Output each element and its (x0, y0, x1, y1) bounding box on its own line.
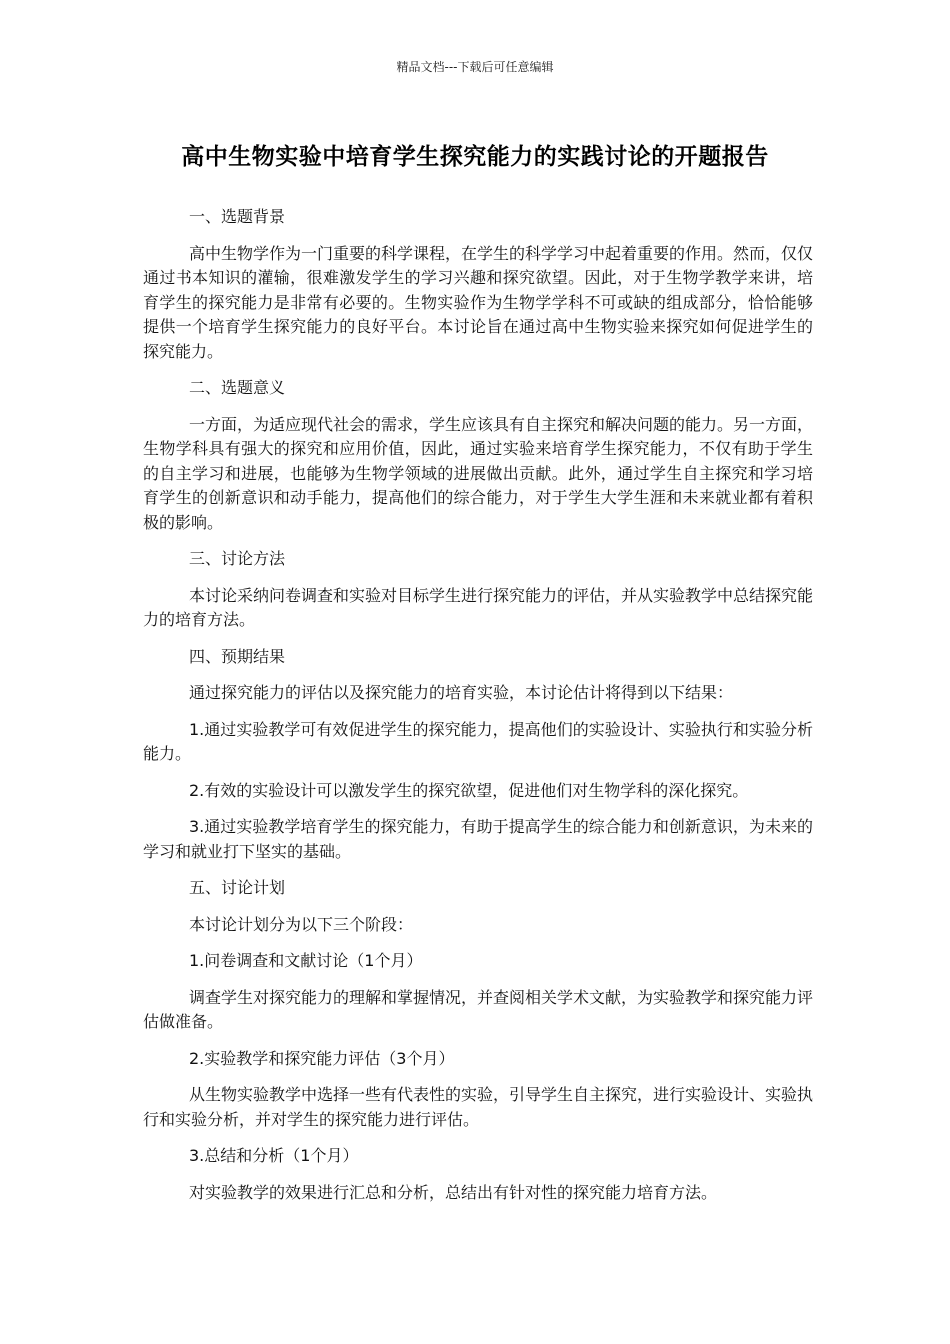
plan-stage-3-desc: 对实验教学的效果进行汇总和分析，总结出有针对性的探究能力培育方法。 (189, 1182, 718, 1202)
section-heading-background: 一、选题背景 (189, 207, 286, 226)
document-title: 高中生物实验中培育学生探究能力的实践讨论的开题报告 (181, 144, 769, 170)
plan-stage-1-desc: 调查学生对探究能力的理解和掌握情况，并查阅相关学术文献，为实验教学和探究能力评估做准备。 (143, 987, 814, 1031)
paragraph-method: 本讨论采纳问卷调查和实验对目标学生进行探究能力的评估，并从实验教学中总结探究能力的培育方法。 (143, 585, 814, 629)
plan-stage-3-title: 3.总结和分析（1个月） (189, 1146, 359, 1165)
paragraph-results-intro: 通过探究能力的评估以及探究能力的培育实验，本讨论估计将得到以下结果： (189, 683, 734, 702)
section-heading-significance: 二、选题意义 (189, 378, 286, 397)
paragraph-plan-intro: 本讨论计划分为以下三个阶段： (189, 914, 414, 934)
result-item-2: 2.有效的实验设计可以激发学生的探究欲望，促进他们对生物学科的深化探究。 (189, 780, 749, 800)
section-heading-method: 三、讨论方法 (189, 549, 286, 568)
plan-stage-2-title: 2.实验教学和探究能力评估（3个月） (189, 1048, 455, 1068)
plan-stage-1-title: 1.问卷调查和文献讨论（1个月） (189, 951, 423, 970)
section-heading-expected-results: 四、预期结果 (189, 646, 286, 666)
paragraph-significance: 一方面，为适应现代社会的需求，学生应该具有自主探究和解决问题的能力。另一方面，生物学科具有强大的探究和应用价值，因此，通过实验来培育学生探究能力，不仅有助于学生的自主学习和进展，也能够为生物学领域的进展做出贡献。此外，通过学生自主探究和学习培育学生的创新意识和动手能力，提高他们的综合能力，对于学生大学生涯和未来就业都有着积极的影响。 (143, 414, 814, 532)
section-heading-plan: 五、讨论计划 (189, 878, 286, 897)
paragraph-background: 高中生物学作为一门重要的科学课程，在学生的科学学习中起着重要的作用。然而，仅仅通过书本知识的灌输，很难激发学生的学习兴趣和探究欲望。因此，对于生物学教学来讲，培育学生的探究能力是非常有必要的。生物实验作为生物学学科不可或缺的组成部分，恰恰能够提供一个培育学生探究能力的良好平台。本讨论旨在通过高中生物实验来探究如何促进学生的探究能力。 (143, 243, 814, 361)
document-body (143, 205, 813, 1217)
result-item-1: 1.通过实验教学可有效促进学生的探究能力，提高他们的实验设计、实验执行和实验分析能力。 (143, 719, 813, 763)
plan-stage-2-desc: 从生物实验教学中选择一些有代表性的实验，引导学生自主探究，进行实验设计、实验执行和实验分析，并对学生的探究能力进行评估。 (143, 1085, 814, 1129)
page-header-note: 精品文档---下载后可任意编辑 (396, 60, 554, 74)
result-item-3: 3.通过实验教学培育学生的探究能力，有助于提高学生的综合能力和创新意识，为未来的学习和就业打下坚实的基础。 (143, 817, 813, 861)
